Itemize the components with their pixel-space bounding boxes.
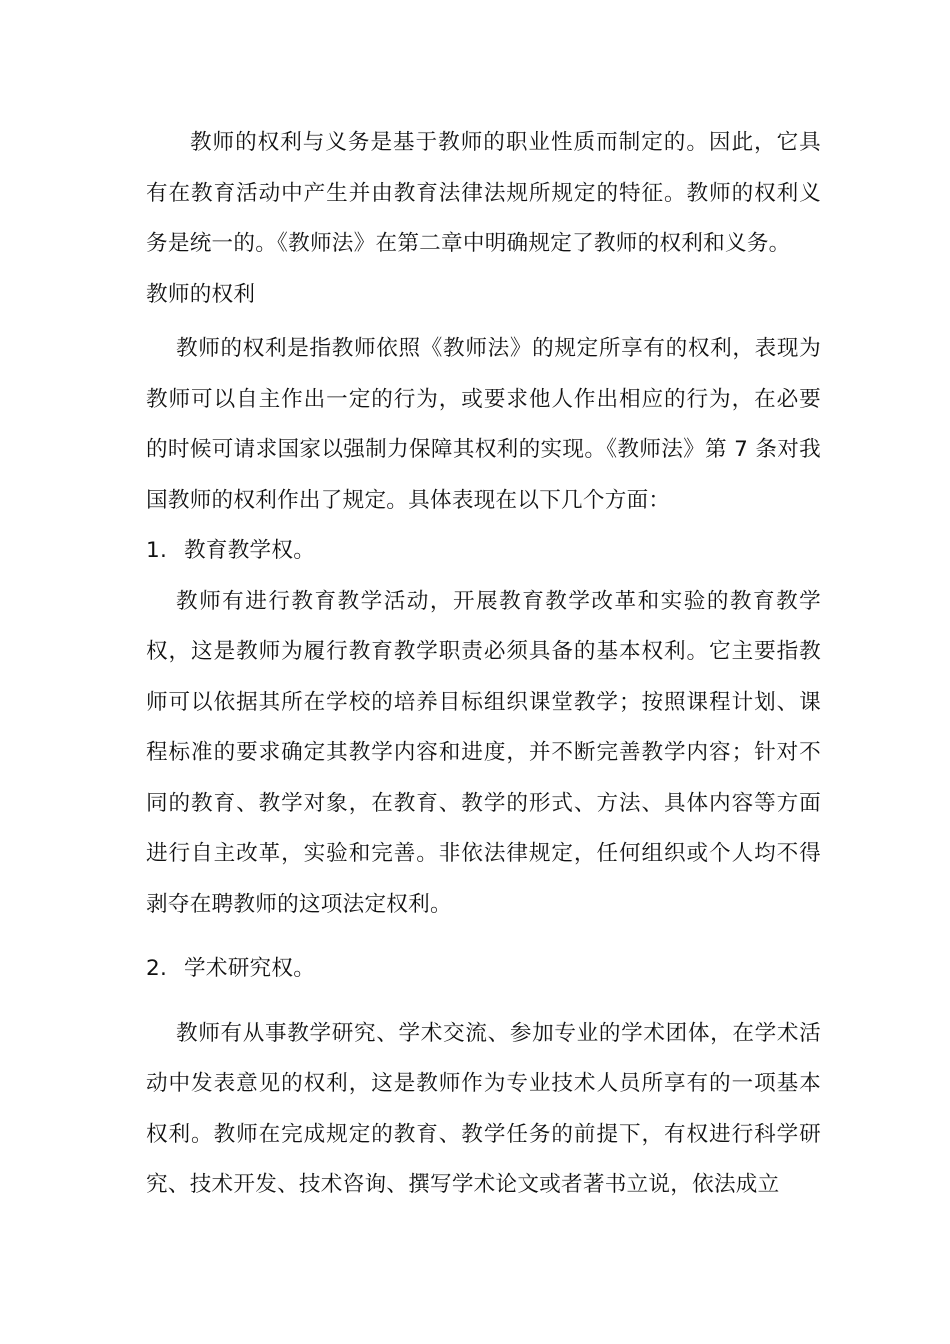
rights-definition-paragraph: 教师的权利是指教师依照《教师法》的规定所享有的权利，表现为教师可以自主作出一定的行为，或要求他人作出相应的行为，在必要的时候可请求国家以强制力保障其权利的实现。《教师法》第 7 条对我国教师的权利作出了规定。具体表现在以下几个方面： bbox=[146, 336, 821, 513]
list-number: 2. bbox=[146, 956, 168, 981]
list-item-1 bbox=[146, 526, 821, 577]
intro-paragraph: 教师的权利与义务是基于教师的职业性质而制定的。因此，它具有在教育活动中产生并由教育法律法规所规定的特征。教师的权利义务是统一的。《教师法》在第二章中明确规定了教师的权利和义务。 bbox=[146, 130, 821, 256]
list-item-1-body: 教师有进行教育教学活动，开展教育教学改革和实验的教育教学权，这是教师为履行教育教学职责必须具备的基本权利。它主要指教师可以依据其所在学校的培养目标组织课堂教学；按照课程计划、课程标准的要求确定其教学内容和进度，并不断完善教学内容；针对不同的教育、教学对象，在教育、教学的形式、方法、具体内容等方面进行自主改革，实验和完善。非依法律规定，任何组织或个人均不得剥夺在聘教师的这项法定权利。 bbox=[146, 588, 821, 917]
list-number: 1. bbox=[146, 538, 168, 563]
list-title: 学术研究权。 bbox=[184, 956, 316, 981]
list-title: 教育教学权。 bbox=[184, 538, 316, 563]
list-item-2 bbox=[146, 944, 821, 995]
document-body bbox=[146, 118, 821, 1211]
list-item-2-body: 教师有从事教学研究、学术交流、参加专业的学术团体，在学术活动中发表意见的权利，这是教师作为专业技术人员所享有的一项基本权利。教师在完成规定的教育、教学任务的前提下，有权进行科学研究、技术开发、技术咨询、撰写学术论文或者著书立说，依法成立 bbox=[146, 1020, 821, 1197]
section-heading: 教师的权利 bbox=[146, 281, 256, 307]
